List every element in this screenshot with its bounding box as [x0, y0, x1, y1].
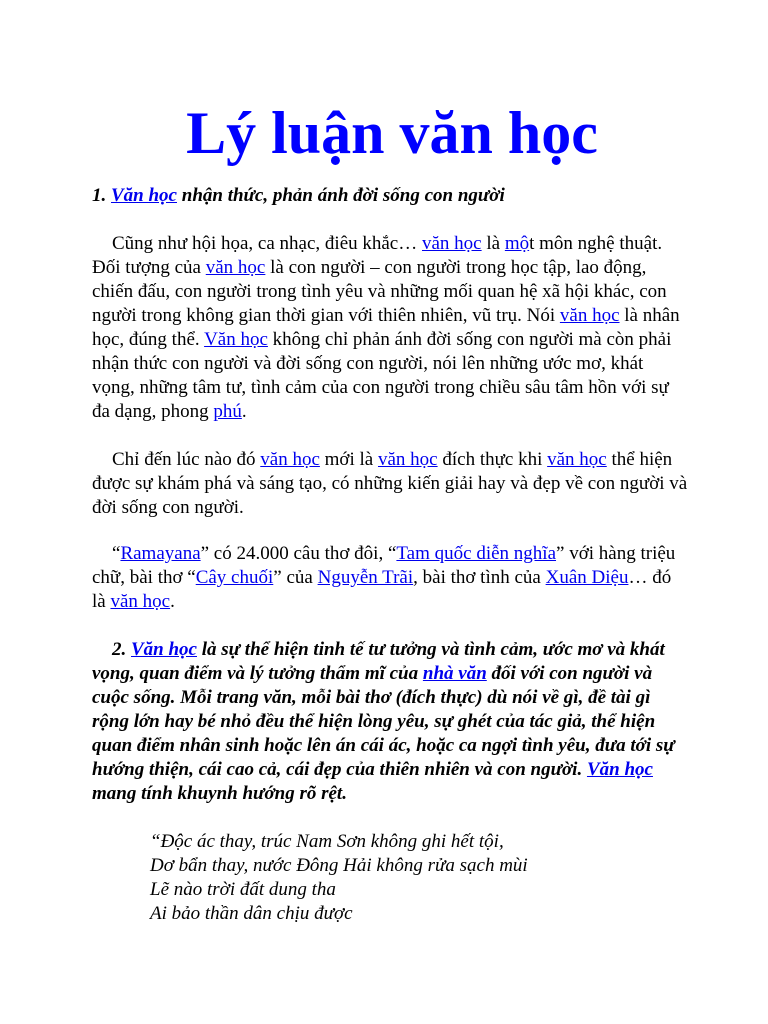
page-title: Lý luận văn học	[186, 100, 598, 166]
van-hoc-link[interactable]: văn học	[547, 449, 607, 470]
section-1-heading	[92, 184, 505, 208]
text-segment: vọng, quan điểm và lý tưởng thẩm mĩ của	[92, 663, 419, 684]
paragraph-1-line-5	[92, 328, 671, 352]
text-segment: Chỉ đến lúc nào đó	[112, 449, 256, 470]
text-segment: là nhân	[624, 305, 680, 326]
text-segment: ” của	[273, 567, 313, 588]
paragraph-1-line-7: vọng, những tâm tư, tình cảm của con người trong chiều sâu tâm hồn với sự	[92, 377, 669, 398]
text-segment: là	[92, 591, 106, 612]
van-hoc-link[interactable]: văn học	[260, 449, 320, 470]
text-segment: , bài thơ tình của	[413, 567, 541, 588]
paragraph-2-line-2: được sự khám phá và sáng tạo, có những kiến giải hay và đẹp về con người và	[92, 473, 688, 494]
paragraph-3-line-2	[92, 566, 671, 590]
section-2-line-6	[92, 758, 653, 782]
text-segment: thể hiện	[611, 449, 673, 470]
section-2-line-4: rộng lớn hay bé nhỏ đều thể hiện lòng yêu, sự ghét của tác giả, thể hiện	[92, 711, 656, 732]
paragraph-1-line-4	[92, 304, 680, 328]
tam-quoc-dien-nghia-link[interactable]: Tam quốc diễn nghĩa	[396, 543, 557, 564]
paragraph-1-line-6: nhận thức con người và đời sống con người, nói lên những ước mơ, khát	[92, 353, 644, 374]
text-segment: .	[170, 591, 175, 612]
text-segment: là	[486, 233, 501, 254]
text-segment: .	[241, 401, 247, 422]
van-hoc-link[interactable]: văn học	[377, 449, 438, 470]
paragraph-3-line-3	[92, 590, 175, 614]
text-segment: học, đúng thể.	[92, 329, 200, 350]
van-hoc-link[interactable]: Văn học	[204, 329, 268, 350]
cay-chuoi-link[interactable]: Cây chuối	[195, 567, 274, 588]
text-segment: ” với hàng triệu	[556, 543, 676, 564]
text-segment: mới là	[324, 449, 374, 470]
text-segment: đa dạng, phong	[92, 401, 209, 422]
text-segment: là con người – con người trong học tập, lao động,	[270, 257, 647, 278]
van-hoc-link[interactable]: văn học	[110, 591, 171, 612]
paragraph-2-line-1	[112, 448, 672, 472]
van-hoc-link[interactable]: văn học	[205, 257, 266, 278]
van-hoc-link[interactable]: văn học	[559, 305, 620, 326]
section-2-line-7: mang tính khuynh hướng rõ rệt.	[92, 783, 347, 804]
section-number: 1.	[92, 185, 107, 206]
section-heading-text: nhận thức, phản ánh đời sống con người	[181, 185, 505, 206]
text-segment: t môn nghệ thuật.	[529, 233, 663, 254]
nha-van-link[interactable]: nhà văn	[422, 663, 487, 684]
nguyen-trai-link[interactable]: Nguyễn Trãi	[317, 567, 414, 588]
section-2-line-5: quan điểm nhân sinh hoặc lên án cái ác, hoặc ca ngợi tình yêu, đưa tới sự	[92, 735, 675, 756]
text-segment: “	[112, 543, 121, 564]
phu-link[interactable]: phú	[213, 401, 242, 422]
poem-line: Ai bảo thần dân chịu được	[150, 903, 353, 924]
text-segment: Đối tượng của	[92, 257, 201, 278]
text-segment: không chỉ phản ánh đời sống con người mà còn phải	[272, 329, 672, 350]
section-2-line-3: cuộc sống. Mỗi trang văn, mỗi bài thơ (đích thực) dù nói về gì, đề tài gì	[92, 687, 651, 708]
text-segment: chữ, bài thơ “	[92, 567, 196, 588]
text-segment: người trong không gian thời gian với thiên nhiên, vũ trụ. Nói	[92, 305, 556, 326]
paragraph-1-line-1	[112, 232, 662, 256]
paragraph-1-line-8	[92, 400, 247, 424]
paragraph-3-line-1	[112, 542, 675, 566]
poem-line: Lẽ nào trời đất dung tha	[150, 879, 336, 900]
mot-link[interactable]: mộ	[504, 233, 530, 254]
text-segment: hướng thiện, cái cao cả, cái đẹp của thiên nhiên và con người.	[92, 759, 583, 780]
van-hoc-link[interactable]: Văn học	[111, 185, 177, 206]
paragraph-1-line-2	[92, 256, 646, 280]
ramayana-link[interactable]: Ramayana	[120, 543, 201, 564]
van-hoc-link[interactable]: Văn học	[586, 759, 653, 780]
xuan-dieu-link[interactable]: Xuân Diệu	[545, 567, 629, 588]
text-segment: Cũng như hội họa, ca nhạc, điêu khắc…	[112, 233, 418, 254]
section-number: 2.	[112, 639, 127, 660]
text-segment: đối với con người và	[491, 663, 653, 684]
paragraph-2-line-3: đời sống con người.	[92, 497, 244, 518]
text-segment: là sự thể hiện tinh tế tư tưởng và tình cảm, ước mơ và khát	[201, 639, 665, 660]
van-hoc-link[interactable]: văn học	[422, 233, 482, 254]
section-2-line-1	[112, 638, 665, 662]
text-segment: đích thực khi	[442, 449, 543, 470]
text-segment: … đó	[628, 567, 672, 588]
text-segment: ” có 24.000 câu thơ đôi, “	[200, 543, 397, 564]
poem-line: “Độc ác thay, trúc Nam Sơn không ghi hết tội,	[150, 831, 504, 852]
van-hoc-link[interactable]: Văn học	[131, 639, 197, 660]
section-2-line-2	[92, 662, 652, 686]
paragraph-1-line-3: chiến đấu, con người trong tình yêu và những mối quan hệ xã hội khác, con	[92, 281, 667, 302]
poem-line: Dơ bẩn thay, nước Đông Hải không rửa sạch mùi	[150, 855, 528, 876]
